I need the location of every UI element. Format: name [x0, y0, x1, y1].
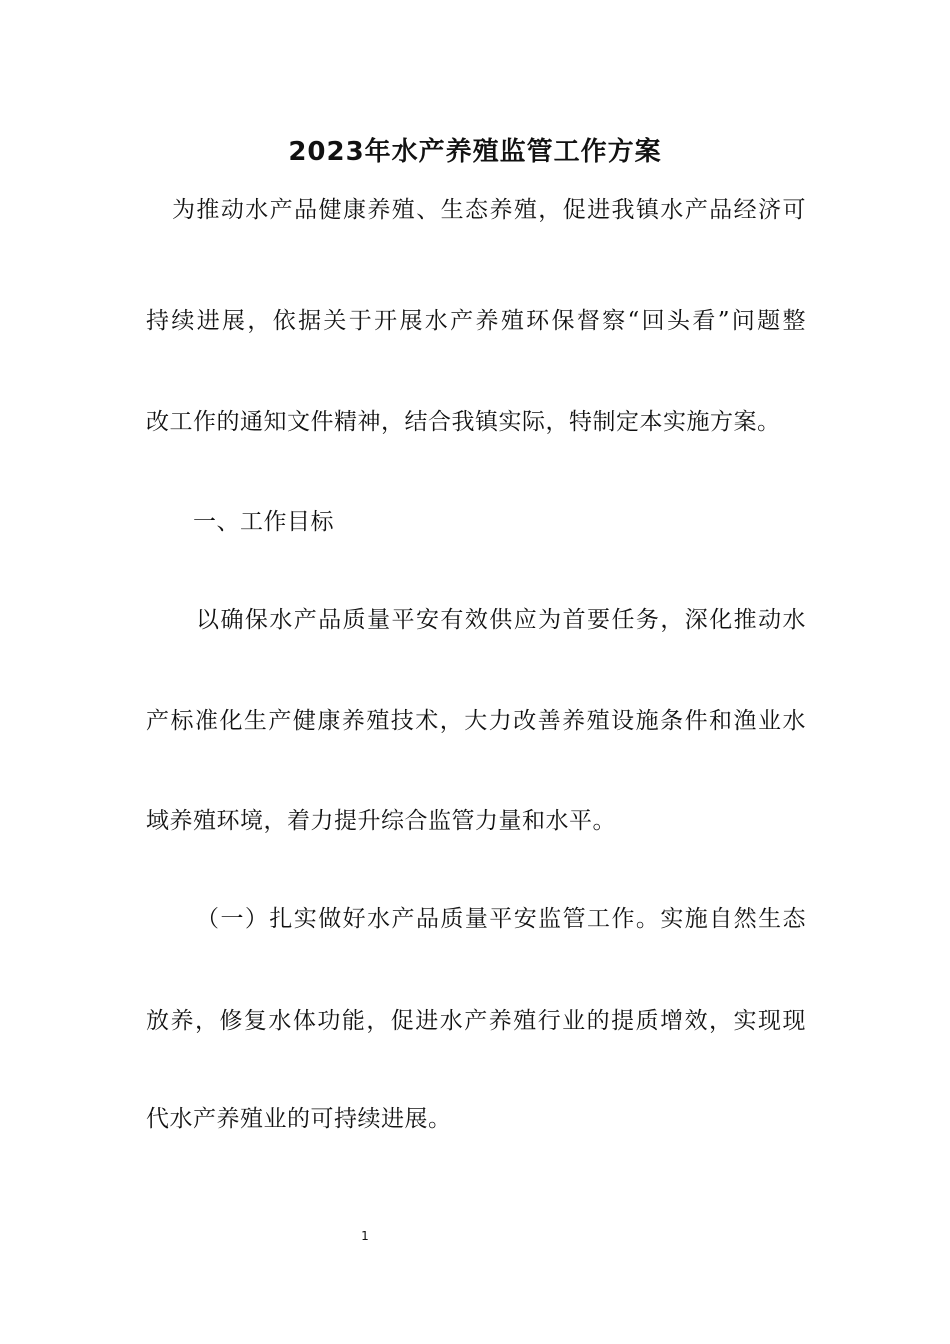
paragraph-line: 为推动水产品健康养殖、生态养殖，促进我镇水产品经济可	[172, 197, 806, 223]
paragraph-line: 改工作的通知文件精神，结合我镇实际，特制定本实施方案。	[146, 409, 781, 435]
paragraph-line: 域养殖环境，着力提升综合监管力量和水平。	[146, 808, 616, 834]
paragraph-line: 持续进展，依据关于开展水产养殖环保督察“回头看”问题整	[146, 308, 806, 334]
paragraph-line: 放养，修复水体功能，促进水产养殖行业的提质增效，实现现	[146, 1008, 806, 1034]
paragraph-line: 代水产养殖业的可持续进展。	[146, 1106, 452, 1132]
paragraph-line: 产标准化生产健康养殖技术，大力改善养殖设施条件和渔业水	[146, 708, 806, 734]
document-title: 2023年水产养殖监管工作方案	[288, 137, 662, 167]
page-number: 1	[361, 1229, 369, 1243]
paragraph-line: 以确保水产品质量平安有效供应为首要任务，深化推动水	[196, 607, 806, 633]
paragraph-line: （一）扎实做好水产品质量平安监管工作。实施自然生态	[196, 906, 806, 932]
section-heading: 一、工作目标	[193, 509, 334, 535]
